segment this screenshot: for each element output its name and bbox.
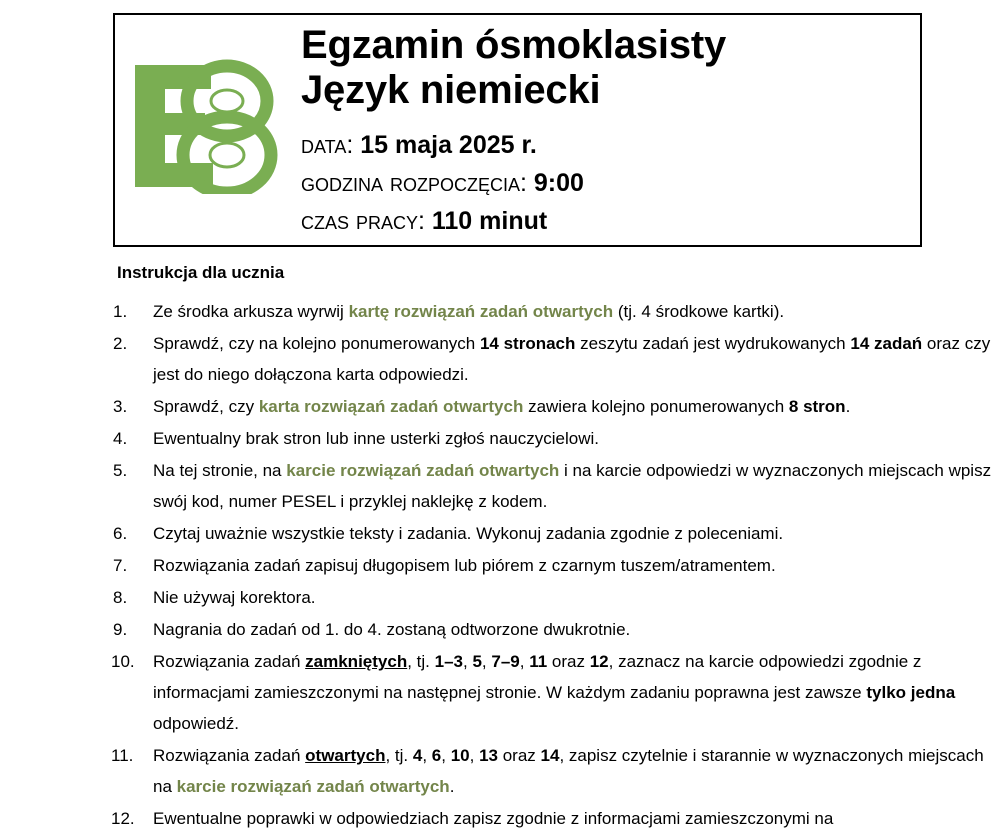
instruction-item — [113, 423, 993, 454]
plain-text: (tj. 4 środkowe kartki). — [613, 302, 785, 322]
instruction-text — [153, 588, 316, 607]
header-text-block — [301, 15, 920, 240]
instruction-text — [153, 652, 955, 733]
exam-date-label: data: — [301, 131, 354, 160]
plain-text: , — [481, 652, 492, 672]
exam-title-line-2: Język niemiecki — [301, 68, 601, 113]
instruction-text — [153, 429, 599, 448]
plain-text: Ewentualne poprawki w odpowiedziach zapisz zgodnie z informacjami zamieszczonymi na — [153, 809, 834, 829]
emphasis-bold: 1–3 — [434, 652, 463, 672]
instructions-heading: Instrukcja dla ucznia — [117, 263, 285, 282]
emphasis-bold: tylko jedna — [866, 683, 956, 703]
emphasis-underlined: zamkniętych — [305, 652, 408, 672]
accent-phrase: kartę rozwiązań zadań otwartych — [348, 302, 614, 322]
plain-text: i na karcie odpowiedzi w wyznaczonych miejscach wpisz swój kod, numer PESEL i przyklej naklejkę z kodem. — [153, 461, 992, 512]
instruction-item — [113, 550, 993, 581]
plain-text: , zaznacz na karcie odpowiedzi zgodnie z informacjami zamieszczonymi na następnej stronie. W każdym zadaniu poprawna jest zawsze — [153, 652, 922, 703]
instructions-section — [113, 263, 993, 835]
plain-text: Sprawdź, czy na kolejno ponumerowanych — [153, 334, 480, 354]
instruction-text — [153, 302, 784, 321]
accent-phrase: karta rozwiązań zadań otwartych — [258, 397, 524, 417]
plain-text: odpowiedź. — [153, 714, 240, 734]
instruction-item — [113, 328, 993, 390]
exam-duration-label: czas pracy: — [301, 207, 425, 236]
emphasis-bold: 14 zadań — [850, 334, 923, 354]
instruction-number: 3. — [113, 397, 128, 417]
instruction-item — [113, 803, 993, 834]
emphasis-bold: 11 — [529, 652, 548, 672]
instruction-text — [153, 746, 984, 796]
instruction-number: 10. — [111, 652, 135, 672]
instruction-text — [153, 556, 776, 575]
emphasis-underlined: otwartych — [305, 746, 386, 766]
instruction-item — [113, 646, 993, 739]
instruction-number: 5. — [113, 461, 128, 481]
instruction-item — [113, 582, 993, 613]
emphasis-bold: 6 — [431, 746, 442, 766]
plain-text: Na tej stronie, na — [153, 461, 287, 481]
plain-text: Czytaj uważnie wszystkie teksty i zadania. Wykonuj zadania zgodnie z poleceniami. — [153, 524, 784, 544]
emphasis-bold: 12 — [589, 652, 609, 672]
emphasis-bold: 8 stron — [788, 397, 846, 417]
instruction-number: 6. — [113, 524, 128, 544]
plain-text: zawiera kolejno ponumerowanych — [523, 397, 789, 417]
accent-phrase: karcie rozwiązań zadań otwartych — [176, 777, 450, 797]
instruction-item — [113, 296, 993, 327]
emphasis-bold: 14 stronach — [479, 334, 576, 354]
instruction-number: 8. — [113, 588, 128, 608]
plain-text: , zapisz czytelnie i starannie w wyznaczonych miejscach na — [153, 746, 984, 797]
instruction-item — [113, 740, 993, 802]
logo-cell — [115, 15, 301, 245]
plain-text: Sprawdź, czy — [153, 397, 259, 417]
plain-text: Nie używaj korektora. — [153, 588, 316, 608]
emphasis-bold: 7–9 — [491, 652, 520, 672]
instruction-text — [153, 461, 991, 511]
plain-text: oraz czy jest do niego dołączona karta odpowiedzi. — [153, 334, 991, 385]
instruction-number: 9. — [113, 620, 128, 640]
e8-logo-icon — [127, 59, 292, 194]
emphasis-bold: 4 — [412, 746, 423, 766]
exam-date-value: 15 maja 2025 r. — [360, 131, 537, 160]
plain-text: , — [469, 746, 480, 766]
plain-text: , tj. — [407, 652, 435, 672]
plain-text: , — [462, 652, 473, 672]
instruction-text — [153, 620, 630, 639]
exam-duration-value: 110 minut — [431, 207, 548, 236]
exam-start-time-line — [301, 164, 910, 202]
plain-text: . — [449, 777, 455, 797]
exam-duration-line — [301, 202, 910, 240]
emphasis-bold: 14 — [540, 746, 560, 766]
plain-text: Nagrania do zadań od 1. do 4. zostaną odtworzone dwukrotnie. — [153, 620, 631, 640]
instruction-text — [153, 334, 990, 384]
exam-start-time-value: 9:00 — [533, 169, 584, 198]
plain-text: Ewentualny brak stron lub inne usterki zgłoś nauczycielowi. — [153, 429, 600, 449]
exam-date-line — [301, 126, 910, 164]
exam-header-box — [113, 13, 922, 247]
plain-text: , — [441, 746, 451, 766]
emphasis-bold: 10 — [450, 746, 470, 766]
plain-text: Rozwiązania zadań — [153, 746, 306, 766]
instruction-number: 1. — [113, 302, 128, 322]
instruction-text — [153, 397, 850, 416]
plain-text: Ze środka arkusza wyrwij — [153, 302, 349, 322]
accent-phrase: karcie rozwiązań zadań otwartych — [286, 461, 560, 481]
plain-text: oraz — [547, 652, 590, 672]
instruction-number: 11. — [111, 746, 134, 766]
emphasis-bold: 5 — [472, 652, 482, 672]
instruction-text — [153, 809, 833, 828]
instruction-number: 12. — [111, 809, 135, 829]
instruction-number: 4. — [113, 429, 128, 449]
exam-start-time-label: godzina rozpoczęcia: — [301, 169, 527, 198]
plain-text: oraz — [498, 746, 541, 766]
emphasis-bold: 13 — [479, 746, 498, 766]
exam-title-line-1: Egzamin ósmoklasisty — [301, 23, 727, 67]
plain-text: Rozwiązania zadań — [153, 652, 306, 672]
plain-text: , tj. — [385, 746, 413, 766]
plain-text: Rozwiązania zadań zapisuj długopisem lub piórem z czarnym tuszem/atramentem. — [153, 556, 776, 576]
plain-text: . — [845, 397, 851, 417]
instruction-item — [113, 614, 993, 645]
plain-text: , — [422, 746, 432, 766]
instruction-number: 2. — [113, 334, 128, 354]
instruction-number: 7. — [113, 556, 128, 576]
instruction-item — [113, 518, 993, 549]
instructions-list — [113, 296, 993, 834]
instruction-item — [113, 455, 993, 517]
plain-text: zeszytu zadań jest wydrukowanych — [575, 334, 851, 354]
instruction-text — [153, 524, 783, 543]
instruction-item — [113, 391, 993, 422]
plain-text: , — [519, 652, 530, 672]
